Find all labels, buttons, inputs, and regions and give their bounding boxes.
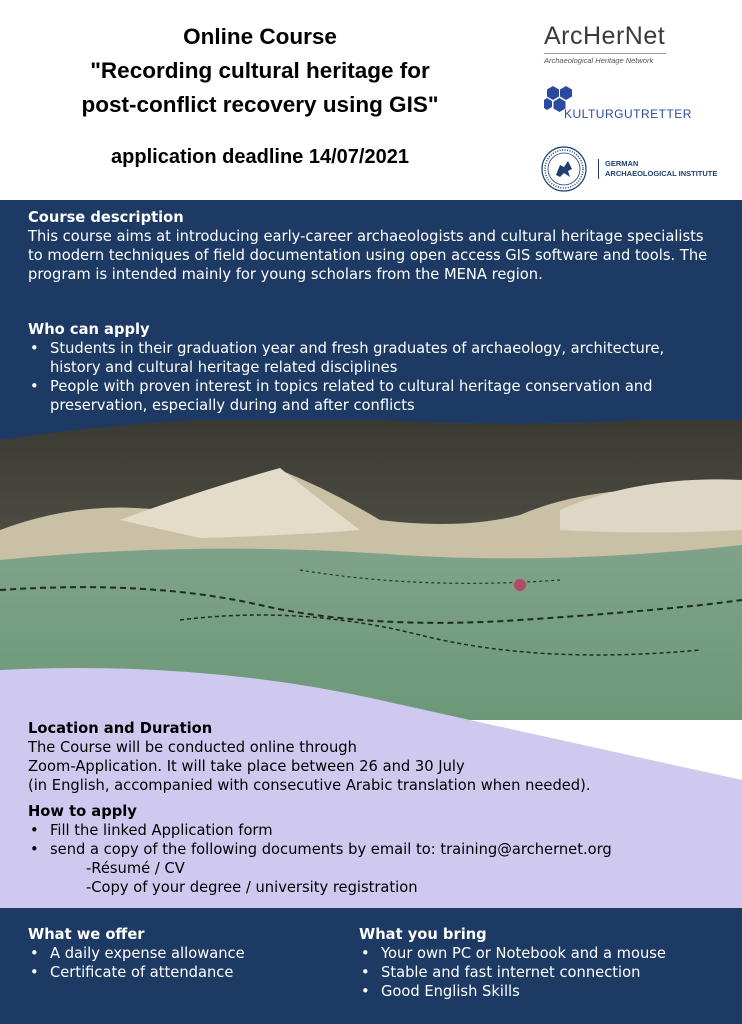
bring-item: • Stable and fast internet connection	[381, 963, 729, 982]
course-description-text: This course aims at introducing early-career archaeologists and cultural heritage specialists to modern techniques of field documentation using open access GIS software and tools. The program is intended mainly for young scholars from the MENA region.	[28, 228, 708, 283]
title-line-3: post-conflict recovery using GIS"	[81, 92, 439, 117]
application-form-link[interactable]: Fill the linked Application form	[50, 822, 273, 839]
how-to-apply-section	[28, 802, 728, 897]
how-to-apply-item	[50, 821, 728, 840]
dai-name	[598, 159, 717, 179]
location-line: (in English, accompanied with consecutive Arabic translation when needed).	[28, 777, 591, 794]
offer-item: • Certificate of attendance	[50, 963, 338, 982]
course-description-heading: Course description	[28, 209, 184, 226]
who-can-apply-section	[28, 320, 718, 415]
location-heading: Location and Duration	[28, 720, 213, 737]
dai-line-1: GERMAN	[605, 159, 639, 168]
course-description-section	[28, 208, 718, 284]
kulturgutretter-logo	[544, 85, 692, 121]
title-line-2: "Recording cultural heritage for	[90, 58, 430, 83]
how-to-apply-item: • send a copy of the following documents by email to: training@archernet.org	[50, 840, 728, 859]
archernet-name: ArcHerNet	[544, 22, 666, 50]
griffin-seal-icon	[540, 145, 588, 193]
location-line: Zoom-Application. It will take place between 26 and 30 July	[28, 758, 465, 775]
archernet-subtitle: Archaeological Heritage Network	[544, 56, 654, 65]
what-we-offer-section	[28, 925, 338, 982]
location-section	[28, 719, 728, 795]
offer-item: • A daily expense allowance	[50, 944, 338, 963]
dai-logo	[540, 145, 718, 197]
what-you-bring-section	[359, 925, 729, 1001]
application-deadline: application deadline 14/07/2021	[111, 146, 409, 168]
kulturgutretter-name: KULTURGUTRETTER	[564, 107, 692, 121]
who-can-apply-heading: Who can apply	[28, 321, 150, 338]
location-line: The Course will be conducted online through	[28, 739, 357, 756]
header	[0, 0, 742, 200]
what-you-bring-heading: What you bring	[359, 926, 487, 943]
document-item: -Résumé / CV	[86, 860, 185, 877]
how-to-apply-heading: How to apply	[28, 803, 137, 820]
title-line-1: Online Course	[183, 24, 337, 49]
bring-item: • Your own PC or Notebook and a mouse	[381, 944, 729, 963]
document-item: -Copy of your degree / university registration	[86, 879, 418, 896]
course-title	[20, 20, 500, 122]
bring-item: • Good English Skills	[381, 982, 729, 1001]
archernet-logo	[544, 22, 666, 65]
what-we-offer-heading: What we offer	[28, 926, 145, 943]
who-can-apply-item: • People with proven interest in topics related to cultural heritage conservation and preservation, especially during and after conflicts	[50, 377, 718, 415]
who-can-apply-item: • Students in their graduation year and fresh graduates of archaeology, architecture, history and cultural heritage related disciplines	[50, 339, 718, 377]
dai-line-2: ARCHAEOLOGICAL INSTITUTE	[605, 169, 718, 178]
